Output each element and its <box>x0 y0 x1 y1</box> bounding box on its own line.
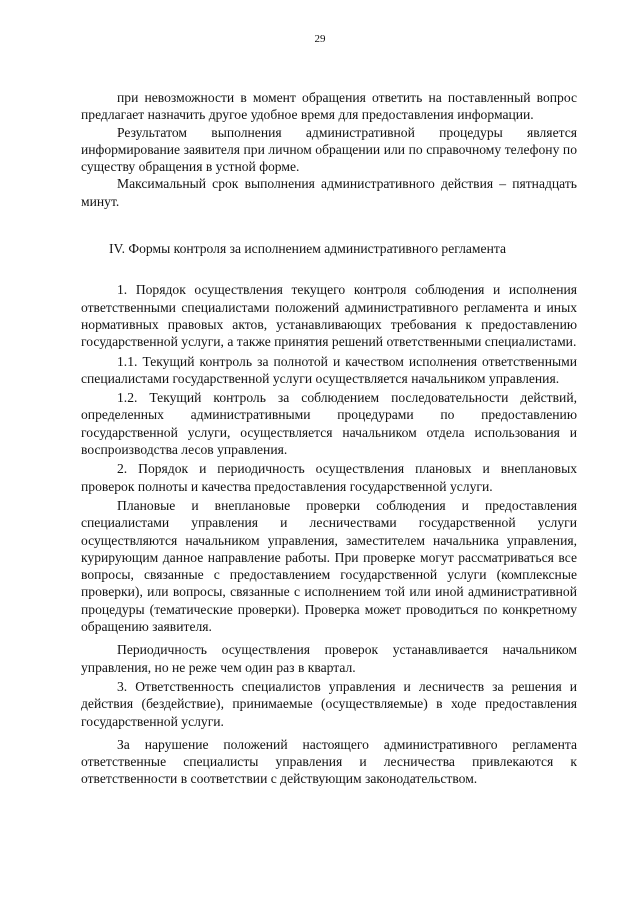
paragraph-periodicity: Периодичность осуществления проверок устанавливается начальником управления, но не реже чем один раз в квартал. <box>81 642 577 675</box>
paragraph-item-3: 3. Ответственность специалистов управления и лесничеств за решения и действия (бездействие), принимаемые (осуществляемые) в ходе предоставления государственной услуги. <box>81 678 577 729</box>
paragraph-inspections: Плановые и внеплановые проверки соблюдения и предоставления специалистами управления и лесничествами государственной услуги осуществляются начальником управления, заместителем начальника управления, курирующим данное направление работы. При проверке могут рассматриваться все вопросы, связанные с предоставлением государственной услуги (комплексные проверки), или вопросы, связанные с исполнением той или иной административной процедуры (тематические проверки). Проверка может проводиться по конкретному обращению заявителя. <box>81 497 577 635</box>
paragraph-item-2: 2. Порядок и периодичность осуществления плановых и внеплановых проверок полноты и качества предоставления государственной услуги. <box>81 461 577 494</box>
paragraph-max-time: Максимальный срок выполнения административного действия – пятнадцать минут. <box>81 176 577 209</box>
document-body <box>81 89 577 788</box>
paragraph-item-1-2: 1.2. Текущий контроль за соблюдением последовательности действий, определенных административными процедурами по предоставлению государственной услуги, осуществляется начальником отдела использования и воспроизводства лесов управления. <box>81 390 577 458</box>
paragraph-item-1-1: 1.1. Текущий контроль за полнотой и качеством исполнения ответственными специалистами государственной услуги осуществляется начальником управления. <box>81 353 577 386</box>
paragraph-continuation: при невозможности в момент обращения ответить на поставленный вопрос предлагает назначить другое удобное время для предоставления информации. <box>81 90 577 123</box>
paragraph-result: Результатом выполнения административной процедуры является информирование заявителя при личном обращении или по справочному телефону по существу обращения в устной форме. <box>81 124 577 175</box>
paragraph-liability: За нарушение положений настоящего административного регламента ответственные специалисты управления и лесничества привлекаются к ответственности в соответствии с действующим законодательством. <box>81 736 577 787</box>
section-heading: IV. Формы контроля за исполнением административного регламента <box>109 241 506 257</box>
paragraph-item-1: 1. Порядок осуществления текущего контроля соблюдения и исполнения ответственными специалистами положений административного регламента и иных нормативных правовых актов, устанавливающих требования к предоставлению государственной услуги, а также принятия решений ответственными специалистами. <box>81 282 577 350</box>
page-number: 29 <box>314 33 326 45</box>
